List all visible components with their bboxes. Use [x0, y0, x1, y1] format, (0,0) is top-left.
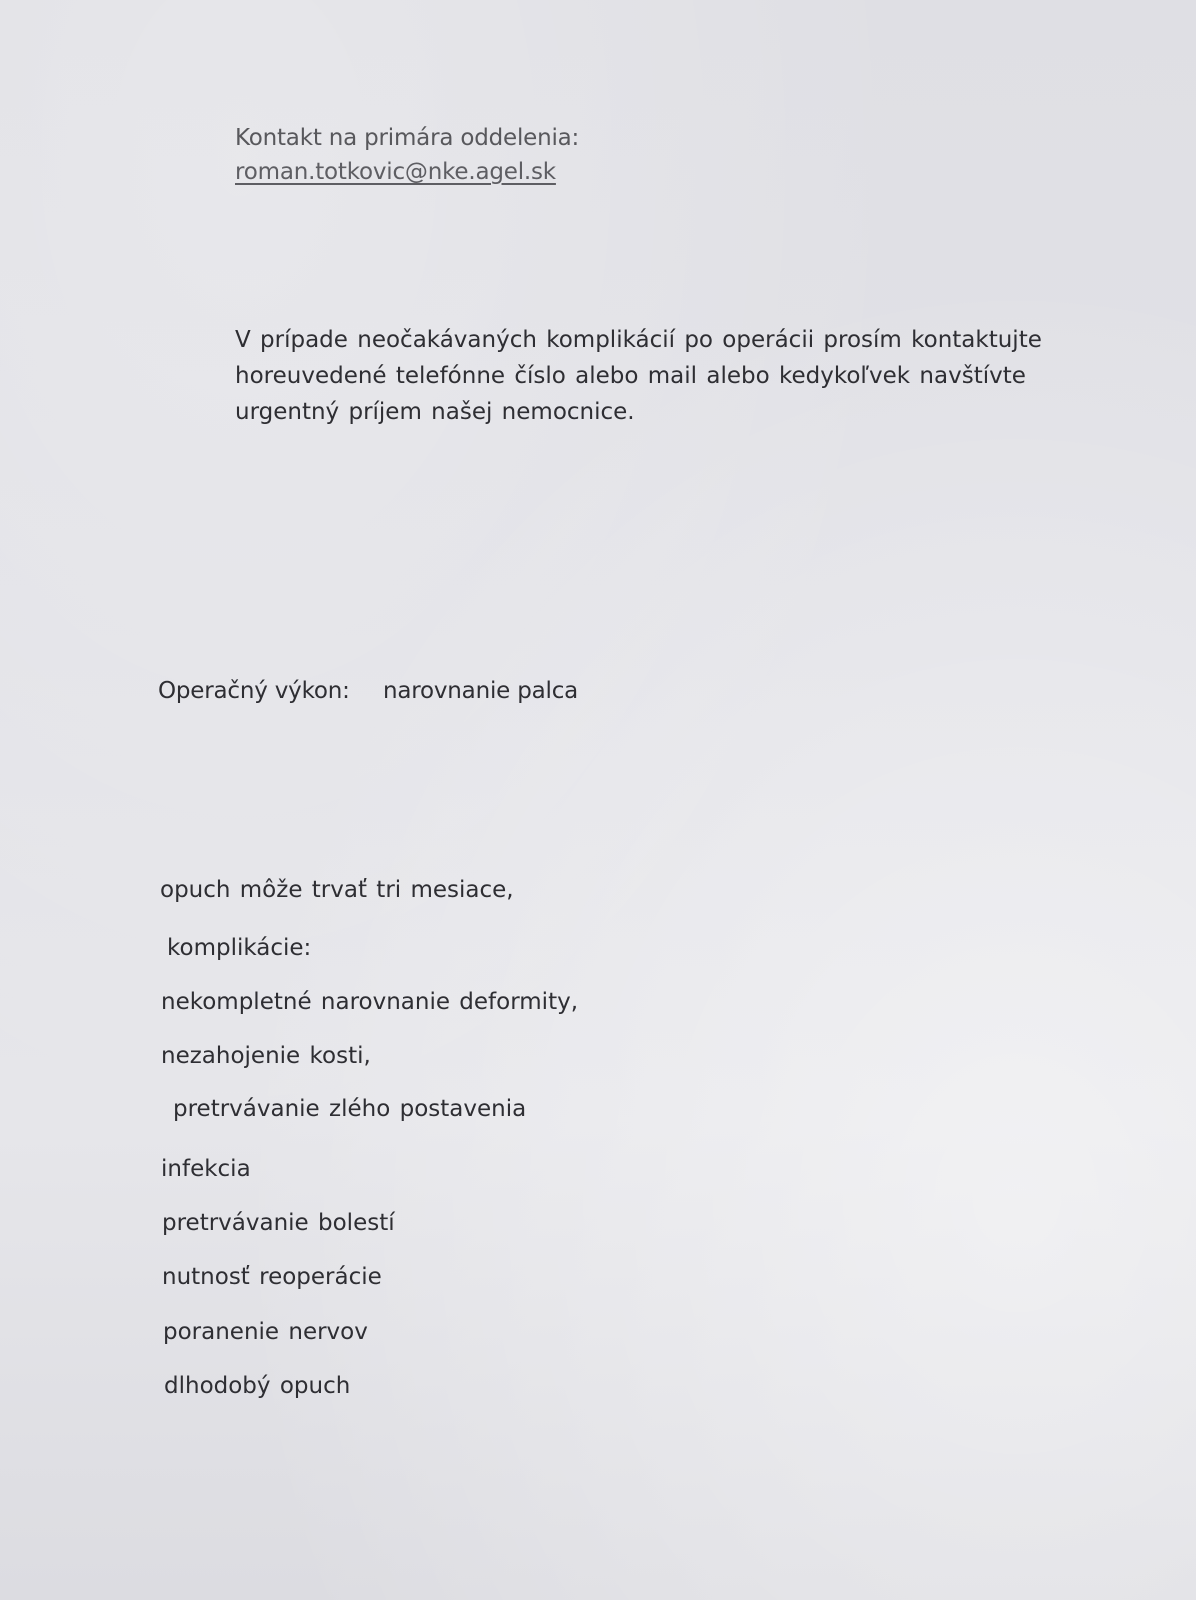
complication-item: nezahojenie kosti,: [161, 1043, 371, 1069]
notice-paragraph: [235, 322, 1075, 430]
complication-item: infekcia: [161, 1156, 251, 1182]
contact-email: roman.totkovic@nke.agel.sk: [235, 159, 556, 185]
complication-item: dlhodobý opuch: [164, 1373, 351, 1399]
complication-item: nekompletné narovnanie deformity,: [161, 989, 579, 1015]
procedure-value: narovnanie palca: [383, 678, 579, 704]
complication-item: pretrvávanie bolestí: [162, 1210, 395, 1236]
complication-item: pretrvávanie zlého postavenia: [173, 1096, 527, 1122]
procedure-label: Operačný výkon:: [158, 678, 350, 704]
notice-line: V prípade neočakávaných komplikácií po operácii prosím kontaktujte: [235, 327, 1042, 353]
notice-line: horeuvedené telefónne číslo alebo mail alebo kedykoľvek navštívte: [235, 363, 1026, 389]
complication-item: nutnosť reoperácie: [162, 1264, 382, 1290]
notice-line: urgentný príjem našej nemocnice.: [235, 399, 635, 425]
swelling-note: opuch môže trvať tri mesiace,: [160, 877, 514, 903]
complication-item: poranenie nervov: [163, 1319, 368, 1345]
contact-label: Kontakt na primára oddelenia:: [235, 125, 580, 151]
complications-heading: komplikácie:: [167, 935, 312, 961]
